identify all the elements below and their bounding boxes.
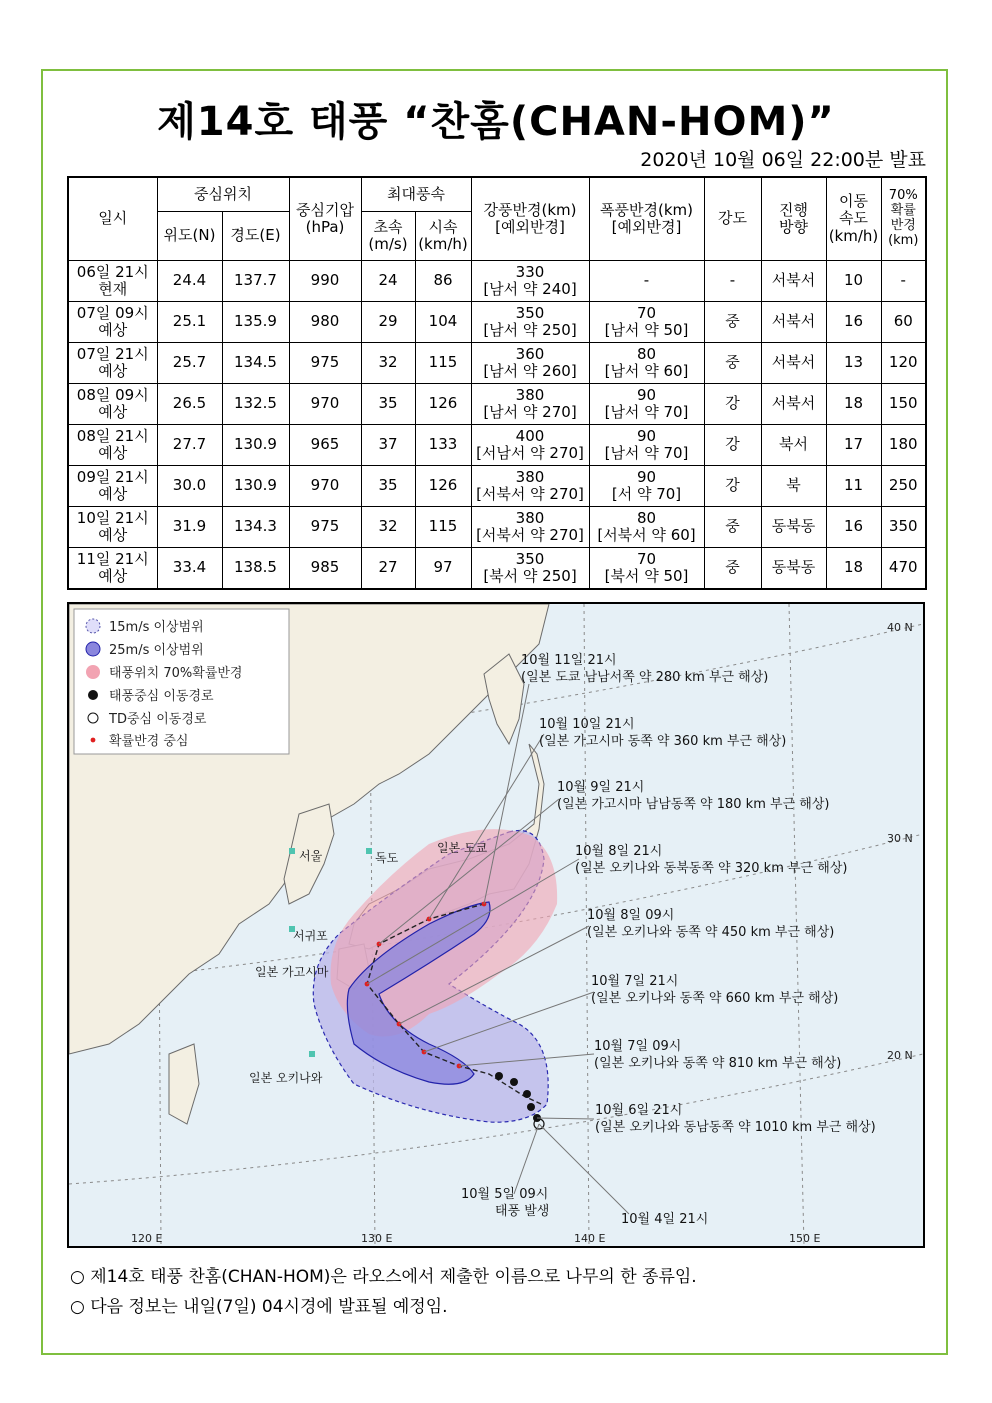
header-center: 중심위치 [157,177,289,212]
cell-intensity: 강 [704,425,761,466]
cell-direction: 동북동 [761,548,826,590]
header-maxwind: 최대풍속 [361,177,471,212]
cell-lon: 132.5 [222,384,289,425]
lat-label: 30 N [887,832,913,845]
annotation-desc: (일본 오키나와 동남동쪽 약 1010 km 부근 해상) [595,1120,876,1135]
cell-ms: 32 [361,343,415,384]
lon-label: 130 E [361,1232,393,1245]
cell-lat: 25.7 [157,343,222,384]
lat-label: 20 N [887,1049,913,1062]
cell-strong-radius: 350 [북서 약 250] [471,548,589,590]
cell-kmh: 97 [415,548,471,590]
header-direction: 진행 방향 [761,177,826,261]
cell-speed: 18 [826,384,881,425]
cell-lat: 26.5 [157,384,222,425]
cell-strong-radius: 380 [남서 약 270] [471,384,589,425]
cell-direction: 동북동 [761,507,826,548]
table-row [68,425,926,466]
city-label: 독도 [375,851,399,865]
legend-25ms: 25m/s 이상범위 [109,643,204,658]
cell-direction: 서북서 [761,302,826,343]
legend-prob: 태풍위치 70%확률반경 [109,666,243,681]
map-legend [74,609,289,754]
cell-datetime: 09일 21시 예상 [68,466,157,507]
cell-prob-radius: 470 [881,548,926,590]
cell-strong-radius: 400 [서남서 약 270] [471,425,589,466]
table-row [68,343,926,384]
cell-datetime: 06일 21시 현재 [68,261,157,302]
cell-datetime: 07일 09시 예상 [68,302,157,343]
genesis-label: 태풍 발생 [495,1204,550,1219]
cell-pressure: 970 [289,466,361,507]
cell-storm-radius: 70 [남서 약 50] [589,302,704,343]
annotation-desc: (일본 도쿄 남남서쪽 약 280 km 부근 해상) [521,670,769,685]
table-row [68,466,926,507]
cell-kmh: 126 [415,384,471,425]
cell-prob-radius: 60 [881,302,926,343]
header-intensity: 강도 [704,177,761,261]
cell-speed: 17 [826,425,881,466]
cell-speed: 16 [826,507,881,548]
lon-label: 150 E [789,1232,821,1245]
cell-intensity: 강 [704,466,761,507]
cell-kmh: 126 [415,466,471,507]
cell-prob-radius: 120 [881,343,926,384]
cell-storm-radius: 70 [북서 약 50] [589,548,704,590]
cell-strong-radius: 330 [남서 약 240] [471,261,589,302]
annotation-desc: (일본 가고시마 동쪽 약 360 km 부근 해상) [539,734,787,749]
header-kmh: 시속 (km/h) [415,212,471,261]
cell-strong-radius: 360 [남서 약 260] [471,343,589,384]
lon-label: 120 E [131,1232,163,1245]
cell-prob-radius: 150 [881,384,926,425]
page-title: 제14호 태풍 “찬홈(CHAN-HOM)” [157,99,835,145]
cell-lon: 134.3 [222,507,289,548]
legend-25ms-swatch [86,642,100,656]
cell-datetime: 08일 21시 예상 [68,425,157,466]
cell-pressure: 970 [289,384,361,425]
cell-lat: 30.0 [157,466,222,507]
city-label: 서울 [299,849,323,863]
city-label: 일본 가고시마 [255,965,329,979]
cell-datetime: 11일 21시 예상 [68,548,157,590]
header-prob-radius: 70% 확률 반경 (km) [881,177,926,261]
cell-direction: 북서 [761,425,826,466]
annotation-desc: (일본 오키나와 동쪽 약 660 km 부근 해상) [591,991,839,1006]
cell-intensity: 강 [704,384,761,425]
annotation-date: 10월 8일 09시 [587,908,675,923]
legend-prob-swatch [86,665,100,679]
header-lat: 위도(N) [157,212,222,261]
cell-storm-radius: 90 [남서 약 70] [589,384,704,425]
cell-pressure: 980 [289,302,361,343]
table-row [68,548,926,590]
lon-label: 140 E [574,1232,606,1245]
cell-intensity: 중 [704,507,761,548]
cell-storm-radius: 90 [서 약 70] [589,466,704,507]
legend-15ms-swatch [86,619,100,633]
cell-speed: 16 [826,302,881,343]
cell-storm-radius: 90 [남서 약 70] [589,425,704,466]
header-pressure: 중심기압 (hPa) [289,177,361,261]
note-line: ○ 다음 정보는 내일(7일) 04시경에 발표될 예정임. [70,1297,448,1317]
cell-pressure: 975 [289,343,361,384]
annotation-date: 10월 6일 21시 [595,1103,683,1118]
header-speed: 이동 속도 (km/h) [826,177,881,261]
cell-lon: 135.9 [222,302,289,343]
lat-label: 40 N [887,621,913,634]
cell-ms: 35 [361,384,415,425]
city-label: 일본 오키나와 [249,1071,323,1085]
legend-td: TD중심 이동경로 [109,712,207,727]
cell-direction: 서북서 [761,261,826,302]
legend-center: 확률반경 중심 [109,734,189,749]
cell-lat: 25.1 [157,302,222,343]
header-strong-radius: 강풍반경(km) [예외반경] [471,177,589,261]
legend-track: 태풍중심 이동경로 [109,689,214,704]
cell-lat: 31.9 [157,507,222,548]
cell-ms: 32 [361,507,415,548]
cell-strong-radius: 380 [서북서 약 270] [471,466,589,507]
cell-lat: 33.4 [157,548,222,590]
annotation-desc: (일본 오키나와 동쪽 약 810 km 부근 해상) [594,1056,842,1071]
cell-storm-radius: 80 [서북서 약 60] [589,507,704,548]
cell-intensity: 중 [704,302,761,343]
city-label: 서귀포 [293,929,328,943]
annotation-date: 10월 8일 21시 [575,844,663,859]
cell-lat: 24.4 [157,261,222,302]
cell-prob-radius: 250 [881,466,926,507]
cell-strong-radius: 350 [남서 약 250] [471,302,589,343]
cell-intensity: 중 [704,548,761,590]
cell-ms: 27 [361,548,415,590]
cell-kmh: 115 [415,507,471,548]
cell-ms: 29 [361,302,415,343]
table-row [68,302,926,343]
cell-storm-radius: 80 [남서 약 60] [589,343,704,384]
cell-ms: 24 [361,261,415,302]
annotation-date: 10월 11일 21시 [521,653,617,668]
table-row [68,261,926,302]
issued-time: 2020년 10월 06일 22:00분 발표 [640,149,926,171]
note-line: ○ 제14호 태풍 찬홈(CHAN-HOM)은 라오스에서 제출한 이름으로 나무의 한 종류임. [70,1267,697,1287]
cell-datetime: 08일 09시 예상 [68,384,157,425]
cell-datetime: 10일 21시 예상 [68,507,157,548]
cell-lon: 134.5 [222,343,289,384]
cell-prob-radius: 180 [881,425,926,466]
cell-strong-radius: 380 [서북서 약 270] [471,507,589,548]
forecast-table [67,176,927,590]
table-row [68,384,926,425]
track-map [67,602,925,1248]
header-ms: 초속 (m/s) [361,212,415,261]
cell-direction: 서북서 [761,384,826,425]
start-label: 10월 4일 21시 [621,1212,709,1227]
cell-kmh: 133 [415,425,471,466]
typhoon-icon [88,690,98,700]
cell-intensity: 중 [704,343,761,384]
prob-center-icon [91,738,96,743]
cell-speed: 13 [826,343,881,384]
header-datetime: 일시 [68,177,157,261]
cell-pressure: 985 [289,548,361,590]
header-lon: 경도(E) [222,212,289,261]
cell-prob-radius: - [881,261,926,302]
cell-lon: 137.7 [222,261,289,302]
cell-pressure: 975 [289,507,361,548]
cell-pressure: 965 [289,425,361,466]
cell-ms: 37 [361,425,415,466]
cell-lat: 27.7 [157,425,222,466]
cell-direction: 서북서 [761,343,826,384]
cell-storm-radius: - [589,261,704,302]
annotation-date: 10월 7일 09시 [594,1039,682,1054]
annotation-desc: (일본 오키나와 동북동쪽 약 320 km 부근 해상) [575,861,848,876]
cell-intensity: - [704,261,761,302]
cell-lon: 130.9 [222,425,289,466]
cell-kmh: 115 [415,343,471,384]
cell-prob-radius: 350 [881,507,926,548]
cell-kmh: 104 [415,302,471,343]
city-label: 일본 도쿄 [437,841,488,855]
cell-ms: 35 [361,466,415,507]
cell-pressure: 990 [289,261,361,302]
annotation-desc: (일본 가고시마 남남동쪽 약 180 km 부근 해상) [557,797,830,812]
cell-speed: 18 [826,548,881,590]
annotation-date: 10월 9일 21시 [557,780,645,795]
legend-15ms: 15m/s 이상범위 [109,620,204,635]
header-storm-radius: 폭풍반경(km) [예외반경] [589,177,704,261]
cell-lon: 130.9 [222,466,289,507]
notes [70,1262,697,1322]
annotation-desc: (일본 오키나와 동쪽 약 450 km 부근 해상) [587,925,835,940]
table-row [68,507,926,548]
genesis-label: 10월 5일 09시 [461,1187,549,1202]
cell-datetime: 07일 21시 예상 [68,343,157,384]
cell-lon: 138.5 [222,548,289,590]
cell-direction: 북 [761,466,826,507]
annotation-date: 10월 7일 21시 [591,974,679,989]
cell-speed: 10 [826,261,881,302]
annotation-date: 10월 10일 21시 [539,717,635,732]
cell-speed: 11 [826,466,881,507]
cell-kmh: 86 [415,261,471,302]
